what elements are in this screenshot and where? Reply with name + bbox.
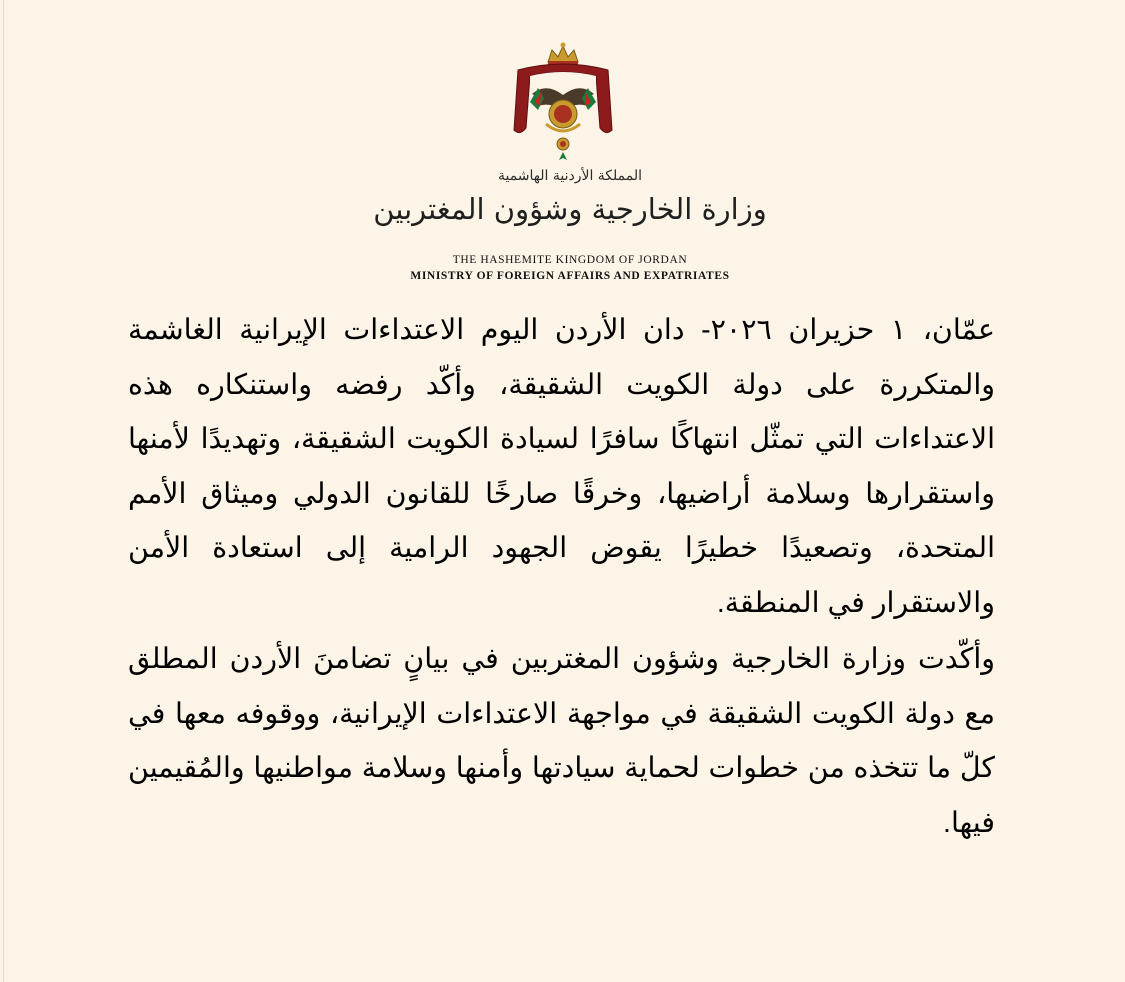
arabic-kingdom-name: المملكة الأردنية الهاشمية xyxy=(497,168,643,184)
arabic-ministry-name: وزارة الخارجية وشؤون المغتربين xyxy=(373,192,767,226)
jordan-coat-of-arms-icon xyxy=(508,40,618,170)
statement-paragraph-2: وأكّدت وزارة الخارجية وشؤون المغتربين في بيانٍ تضامنَ الأردن المطلق مع دولة الكويت الشقيقة في مواجهة الاعتداءات الإيرانية، ووقوفه معها في كلّ ما تتخذه من خطوات لحماية سيادتها وأمنها وسلامة مواطنيها والمُقيمين فيها. xyxy=(128,643,995,839)
english-ministry-name: MINISTRY OF FOREIGN AFFAIRS AND EXPATRIATES xyxy=(410,270,730,282)
english-kingdom-name: THE HASHEMITE KINGDOM OF JORDAN xyxy=(452,254,688,266)
statement-paragraph-1: عمّان، ١ حزيران ٢٠٢٦- دان الأردن اليوم الاعتداءات الإيرانية الغاشمة والمتكررة على دولة الكويت الشقيقة، وأكّد رفضه واستنكاره هذه الاعتداءات التي تمثّل انتهاكًا سافرًا لسيادة الكويت الشقيقة، وتهديدًا لأمنها واستقرارها وسلامة أراضيها، وخرقًا صارخًا للقانون الدولي وميثاق الأمم المتحدة، وتصعيدًا خطيرًا يقوض الجهود الرامية إلى استعادة الأمن والاستقرار في المنطقة. xyxy=(128,314,996,619)
